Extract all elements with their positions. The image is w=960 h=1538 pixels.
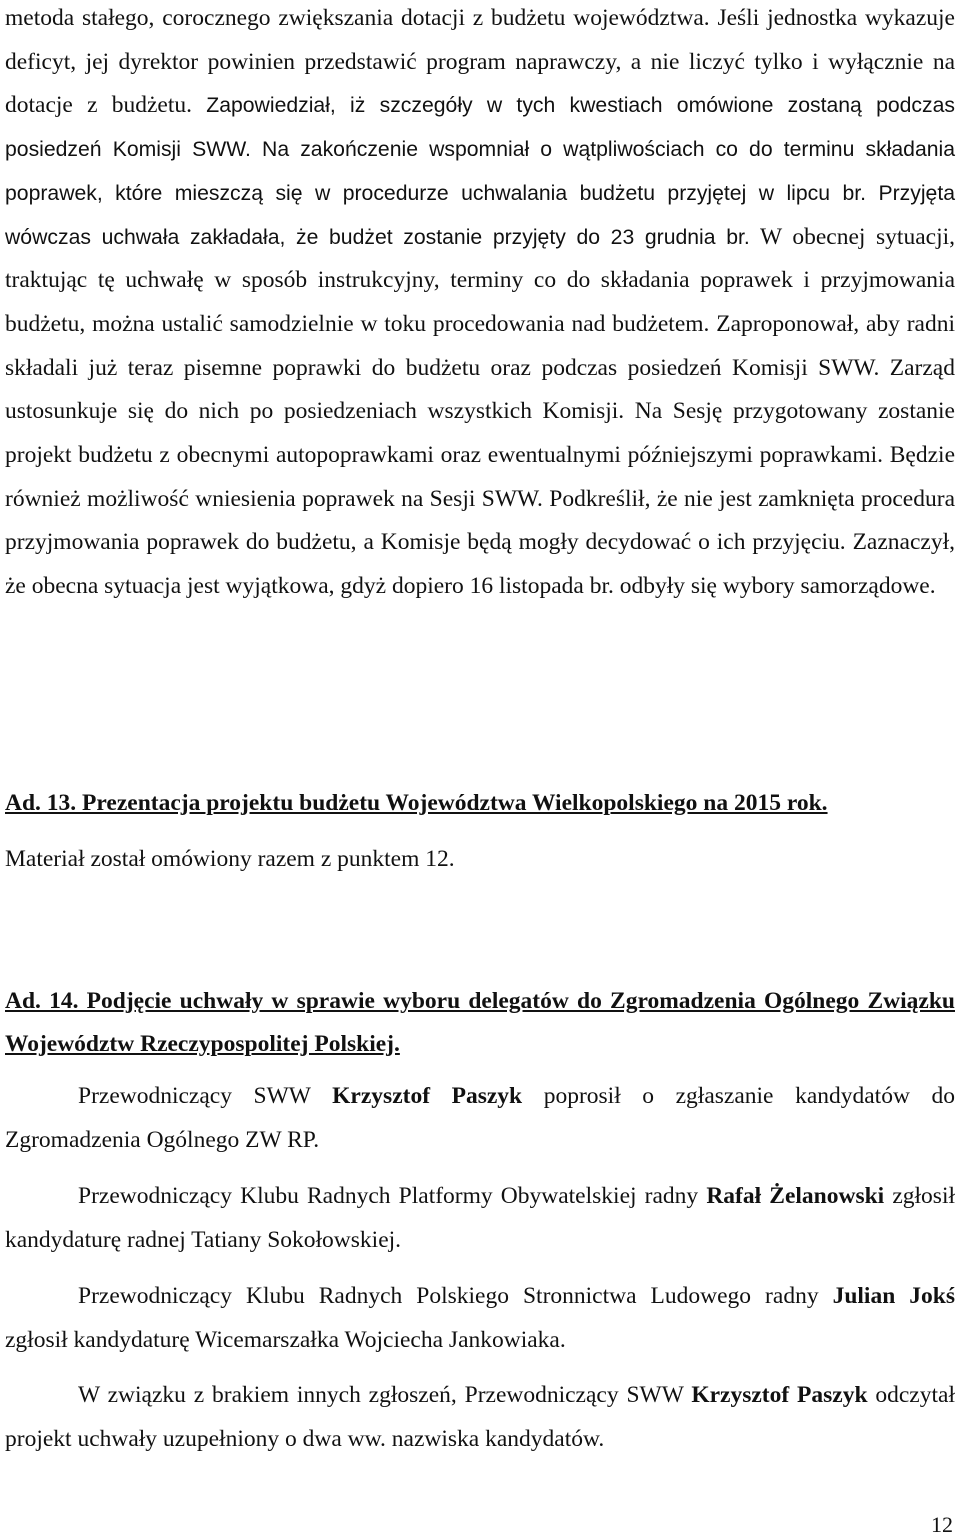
- section-heading: Ad. 14. Podjęcie uchwały w sprawie wyboru delegatów do Zgromadzenia Ogólnego Związku Województw Rzeczypospolitej Polskiej.: [5, 988, 955, 1057]
- paragraph-text: Przewodniczący Klubu Radnych Polskiego Stronnictwa Ludowego radny: [78, 1283, 833, 1309]
- person-name: Julian Jokś: [832, 1283, 955, 1309]
- body-paragraph: [5, 1275, 955, 1362]
- section-heading: Ad. 13. Prezentacja projektu budżetu Województwa Wielkopolskiego na 2015 rok.: [5, 790, 828, 816]
- person-name: Krzysztof Paszyk: [332, 1083, 523, 1109]
- paragraph-text: Przewodniczący Klubu Radnych Platformy Obywatelskiej radny: [78, 1183, 707, 1209]
- body-paragraph: [5, 1175, 955, 1262]
- paragraph-text: zgłosił kandydaturę Wicemarszałka Wojciecha Jankowiaka.: [5, 1326, 566, 1353]
- page-number: 12: [931, 1512, 953, 1537]
- paragraph-text: Zapowiedział, iż szczegóły w tych kwestiach omówione zostaną podczas posiedzeń Komisji SWW. Na zakończenie wspomniał o wątpliwościach co do terminu składania poprawek, które mieszczą się w procedurze uchwalania budżetu przyjętej w lipcu br. Przyjęta wówczas uchwała zakładała, że budżet zostanie przyjęty do 23 grudnia br.: [5, 94, 956, 249]
- paragraph-text: zgłosił kandydaturę radnej Tatiany Sokołowskiej.: [5, 1183, 955, 1253]
- paragraph-text: W związku z brakiem innych zgłoszeń, Przewodniczący SWW: [78, 1382, 692, 1408]
- body-paragraph: [5, 0, 955, 609]
- body-paragraph: [5, 1075, 955, 1162]
- paragraph-text: metoda stałego, corocznego zwiększania dotacji z budżetu województwa. Jeśli jednostka wykazuje deficyt, jej dyrektor powinien przedstawić program naprawczy, a nie liczyć tylko i wyłącznie na dotacje z budżetu.: [5, 5, 955, 119]
- body-paragraph: Materiał został omówiony razem z punktem 12.: [5, 846, 455, 872]
- paragraph-text: W obecnej sytuacji, traktując tę uchwałę w sposób instrukcyjny, terminy co do składania poprawek i przyjmowania budżetu, można ustalić samodzielnie w toku procedowania nad budżetem. Zaproponował, aby radni składali już teraz pisemne poprawki do budżetu oraz podczas posiedzeń Komisji SWW. Zarząd ustosunkuje się do nich po posiedzeniach wszystkich Komisji. Na Sesję przygotowany zostanie projekt budżetu z obecnymi autopoprawkami oraz ewentualnymi późniejszymi poprawkami. Będzie również możliwość wniesienia poprawek na Sesji SWW. Podkreślił, że nie jest zamknięta procedura przyjmowania poprawek do budżetu, a Komisje będą mogły decydować o ich przyjęciu. Zaznaczył, że obecna sytuacja jest wyjątkowa, gdyż dopiero 16 listopada br. odbyły się wybory samorządowe.: [5, 223, 955, 600]
- person-name: Krzysztof Paszyk: [691, 1382, 868, 1408]
- body-paragraph: [5, 1374, 955, 1461]
- paragraph-text: Przewodniczący SWW: [78, 1083, 333, 1109]
- paragraph-text: odczytał projekt uchwały uzupełniony o dwa ww. nazwiska kandydatów.: [5, 1382, 955, 1452]
- person-name: Rafał Żelanowski: [706, 1183, 885, 1209]
- paragraph-text: poprosił o zgłaszanie kandydatów do Zgromadzenia Ogólnego ZW RP.: [5, 1083, 956, 1153]
